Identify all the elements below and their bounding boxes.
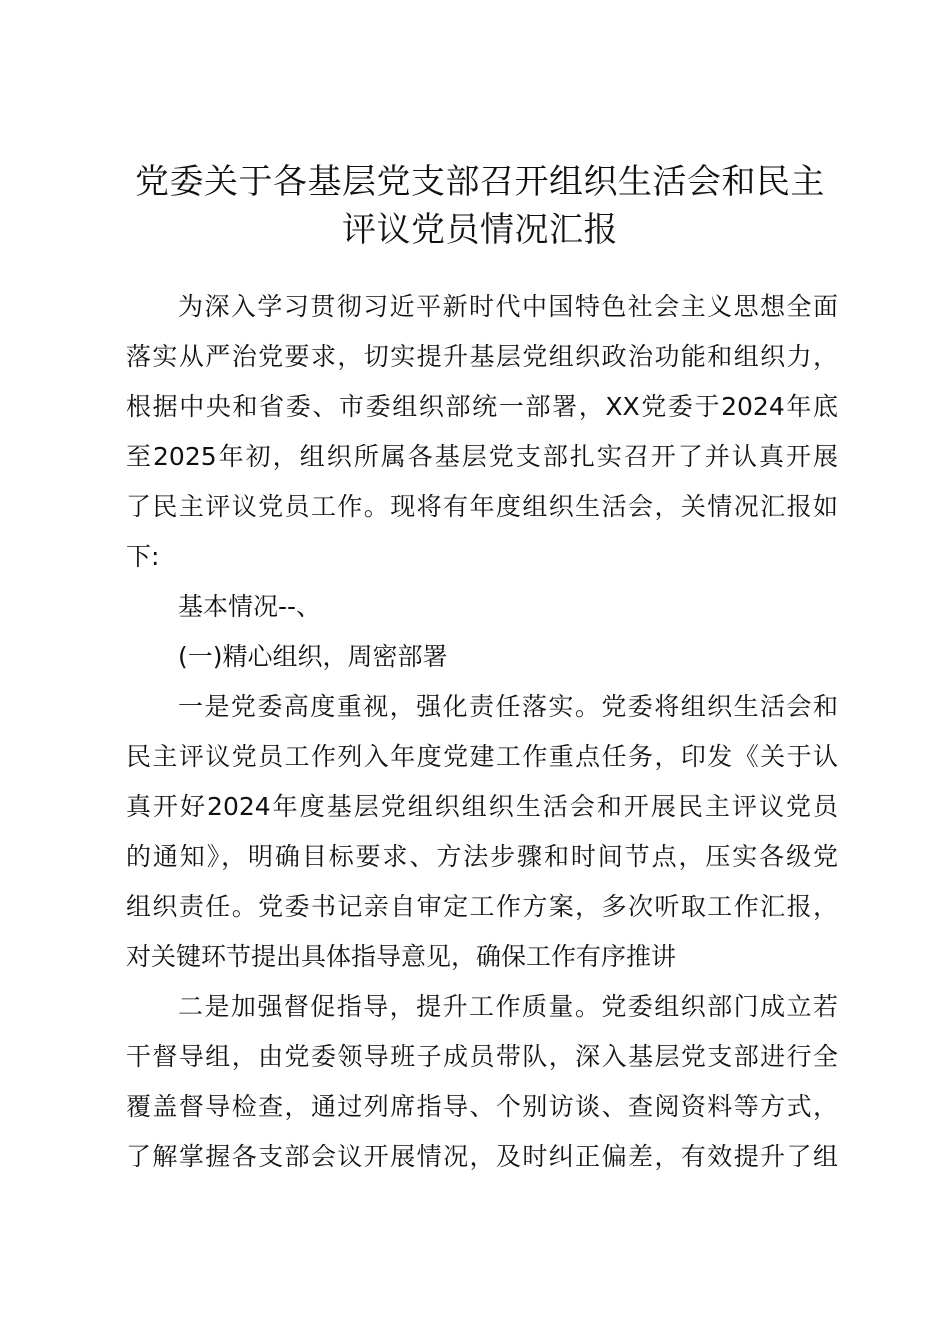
paragraph-line: 民主评议党员工作列入年度党建工作重点任务，印发《关于认: [126, 742, 838, 771]
paragraph-line: 覆盖督导检查，通过列席指导、个别访谈、查阅资料等方式，: [126, 1092, 838, 1121]
paragraph-line: 一是党委高度重视，强化责任落实。党委将组织生活会和: [178, 692, 838, 721]
document-body: [126, 282, 838, 1182]
paragraph-line: 落实从严治党要求，切实提升基层党组织政治功能和组织力，: [126, 342, 838, 371]
paragraph-line: 了民主评议党员工作。现将有年度组织生活会，关情况汇报如: [126, 492, 838, 521]
paragraph-line: 了解掌握各支部会议开展情况，及时纠正偏差，有效提升了组: [126, 1142, 838, 1171]
paragraph-line: 为深入学习贯彻习近平新时代中国特色社会主义思想全面: [178, 292, 838, 321]
paragraph-line: 的通知》，明确目标要求、方法步骤和时间节点，压实各级党: [126, 842, 838, 871]
paragraph-line: 组织责任。党委书记亲自审定工作方案，多次听取工作汇报，: [126, 892, 838, 921]
paragraph-line: 真开好2024年度基层党组织组织生活会和开展民主评议党员: [126, 792, 838, 821]
paragraph-line: 至2025年初，组织所属各基层党支部扎实召开了并认真开展: [126, 442, 838, 471]
section-heading: 基本情况--、: [178, 592, 322, 621]
document-title: [120, 158, 840, 254]
paragraph-line: 干督导组，由党委领导班子成员带队，深入基层党支部进行全: [126, 1042, 838, 1071]
title-line-1: 党委关于各基层党支部召开组织生活会和民主: [135, 162, 825, 202]
subsection-heading: (一)精心组织，周密部署: [178, 642, 448, 671]
paragraph-line: 对关键环节提出具体指导意见，确保工作有序推讲: [126, 942, 677, 971]
title-line-2: 评议党员情况汇报: [342, 210, 618, 250]
paragraph-line: 下:: [126, 542, 160, 571]
paragraph-line: 二是加强督促指导，提升工作质量。党委组织部门成立若: [178, 992, 838, 1021]
paragraph-line: 根据中央和省委、市委组织部统一部署，XX党委于2024年底: [126, 392, 838, 421]
